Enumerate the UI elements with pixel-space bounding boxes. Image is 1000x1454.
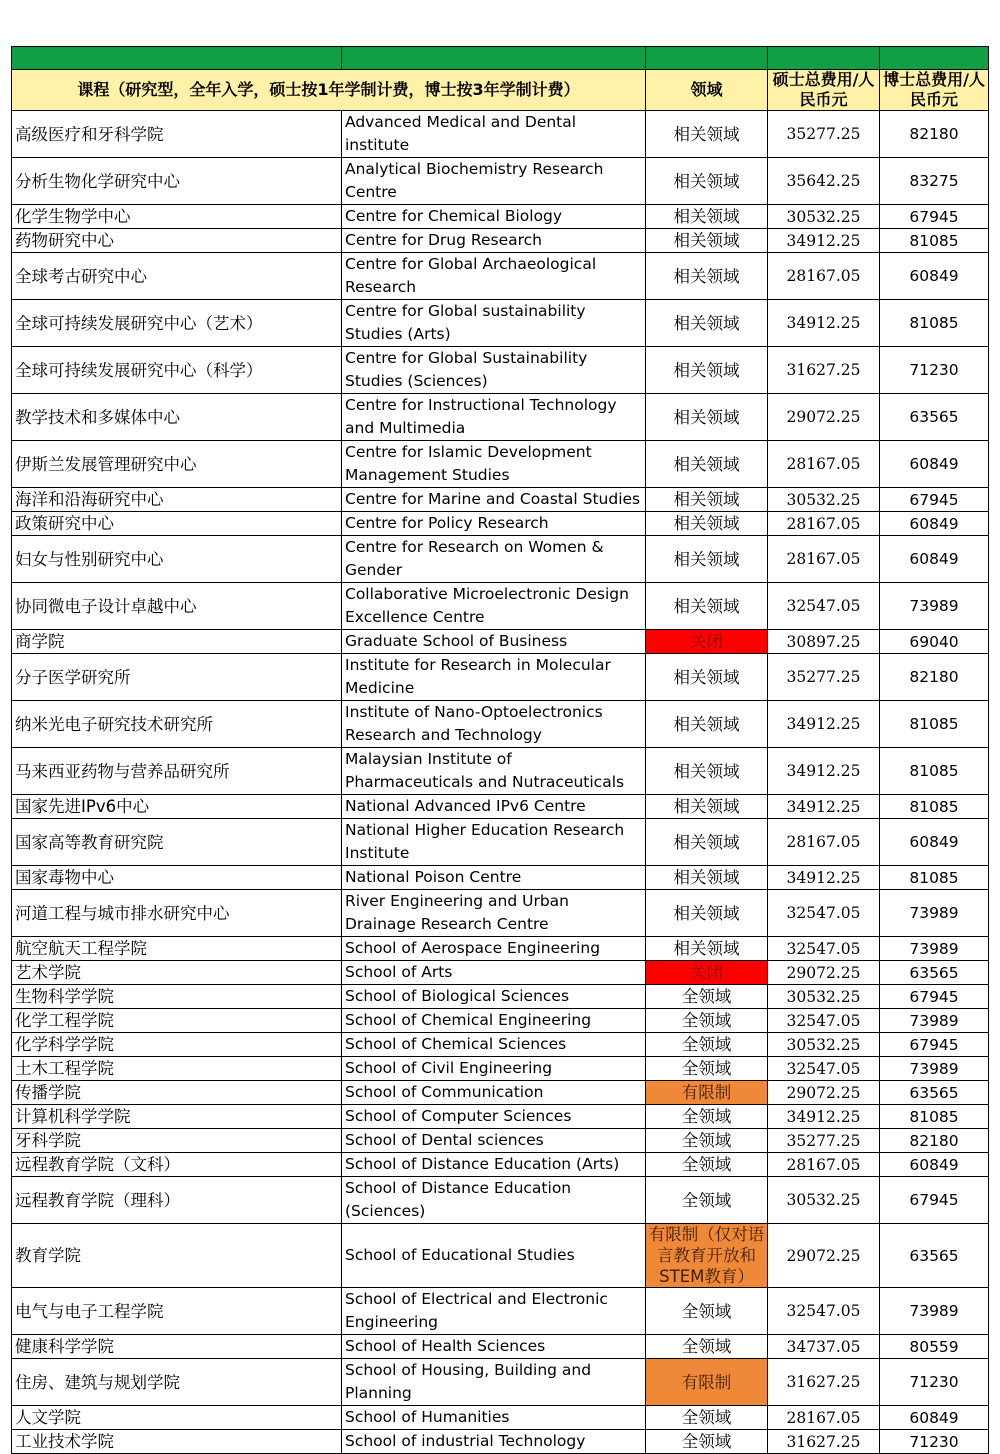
field-status: 相关领域 (646, 583, 768, 630)
field-status: 相关领域 (646, 536, 768, 583)
course-name-en: Advanced Medical and Dental institute (342, 111, 646, 158)
phd-fee: 82180 (880, 654, 989, 701)
phd-fee: 71230 (880, 347, 989, 394)
table-row (12, 1177, 989, 1224)
field-status: 关闭 (646, 630, 768, 654)
field-status: 全领域 (646, 1057, 768, 1081)
field-status: 相关领域 (646, 111, 768, 158)
masters-fee: 34912.25 (768, 1105, 880, 1129)
table-row (12, 512, 989, 536)
table-row (12, 748, 989, 795)
table-row (12, 488, 989, 512)
field-status: 相关领域 (646, 488, 768, 512)
phd-fee: 63565 (880, 1224, 989, 1288)
course-name-cn: 远程教育学院（理科） (12, 1177, 342, 1224)
course-name-en: School of Computer Sciences (342, 1105, 646, 1129)
field-status: 相关领域 (646, 795, 768, 819)
phd-fee: 73989 (880, 890, 989, 937)
masters-fee: 34912.25 (768, 229, 880, 253)
phd-fee: 82180 (880, 1129, 989, 1153)
phd-fee: 83275 (880, 158, 989, 205)
phd-fee: 81085 (880, 748, 989, 795)
field-status: 全领域 (646, 1430, 768, 1454)
phd-fee: 67945 (880, 985, 989, 1009)
masters-fee: 28167.05 (768, 253, 880, 300)
field-status: 全领域 (646, 1288, 768, 1335)
field-status: 有限制（仅对语言教育开放和STEM教育） (646, 1224, 768, 1288)
table-row (12, 937, 989, 961)
course-name-en: School of Housing, Building and Planning (342, 1359, 646, 1406)
masters-fee: 32547.05 (768, 1057, 880, 1081)
masters-fee: 32547.05 (768, 890, 880, 937)
field-status: 相关领域 (646, 866, 768, 890)
course-name-cn: 教育学院 (12, 1224, 342, 1288)
course-name-cn: 政策研究中心 (12, 512, 342, 536)
course-name-cn: 伊斯兰发展管理研究中心 (12, 441, 342, 488)
field-status: 全领域 (646, 1335, 768, 1359)
course-name-cn: 传播学院 (12, 1081, 342, 1105)
masters-fee: 32547.05 (768, 937, 880, 961)
field-status: 有限制 (646, 1359, 768, 1406)
table-row (12, 1033, 989, 1057)
course-name-en: Centre for Instructional Technology and Multimedia (342, 394, 646, 441)
masters-fee: 30532.25 (768, 488, 880, 512)
table-row (12, 583, 989, 630)
field-status: 全领域 (646, 1153, 768, 1177)
phd-fee: 60849 (880, 819, 989, 866)
course-name-en: School of Electrical and Electronic Engineering (342, 1288, 646, 1335)
masters-fee-column-header: 硕士总费用/人民币元 (768, 70, 880, 111)
course-name-en: Centre for Marine and Coastal Studies (342, 488, 646, 512)
table-row (12, 1406, 989, 1430)
course-name-cn: 马来西亚药物与营养品研究所 (12, 748, 342, 795)
table-row (12, 1057, 989, 1081)
masters-fee: 35277.25 (768, 654, 880, 701)
table-row (12, 985, 989, 1009)
field-status: 相关领域 (646, 300, 768, 347)
course-name-cn: 国家高等教育研究院 (12, 819, 342, 866)
course-name-en: Centre for Global Sustainability Studies (Sciences) (342, 347, 646, 394)
course-name-en: School of Chemical Engineering (342, 1009, 646, 1033)
masters-fee: 35277.25 (768, 111, 880, 158)
masters-fee: 28167.05 (768, 1406, 880, 1430)
masters-fee: 28167.05 (768, 819, 880, 866)
green-header-band (12, 47, 989, 70)
field-status: 相关领域 (646, 748, 768, 795)
table-row (12, 654, 989, 701)
masters-fee: 29072.25 (768, 1224, 880, 1288)
table-row (12, 701, 989, 748)
phd-fee: 73989 (880, 1009, 989, 1033)
masters-fee: 29072.25 (768, 394, 880, 441)
course-name-cn: 全球可持续发展研究中心（艺术） (12, 300, 342, 347)
field-status: 相关领域 (646, 701, 768, 748)
table-row (12, 394, 989, 441)
masters-fee: 30532.25 (768, 1177, 880, 1224)
phd-fee: 73989 (880, 1057, 989, 1081)
course-name-cn: 全球可持续发展研究中心（科学） (12, 347, 342, 394)
field-status: 相关领域 (646, 229, 768, 253)
course-name-cn: 化学工程学院 (12, 1009, 342, 1033)
phd-fee: 73989 (880, 583, 989, 630)
course-name-cn: 药物研究中心 (12, 229, 342, 253)
masters-fee: 35277.25 (768, 1129, 880, 1153)
course-name-en: School of Educational Studies (342, 1224, 646, 1288)
phd-fee: 73989 (880, 937, 989, 961)
masters-fee: 30532.25 (768, 205, 880, 229)
phd-fee: 81085 (880, 866, 989, 890)
course-name-cn: 分子医学研究所 (12, 654, 342, 701)
course-name-en: School of Distance Education (Arts) (342, 1153, 646, 1177)
phd-fee: 60849 (880, 1153, 989, 1177)
course-name-cn: 土木工程学院 (12, 1057, 342, 1081)
field-status: 相关领域 (646, 441, 768, 488)
masters-fee: 34912.25 (768, 795, 880, 819)
phd-fee: 67945 (880, 205, 989, 229)
field-status: 全领域 (646, 985, 768, 1009)
table-row (12, 1288, 989, 1335)
table-row (12, 1430, 989, 1454)
phd-fee: 63565 (880, 1081, 989, 1105)
course-name-en: School of Dental sciences (342, 1129, 646, 1153)
phd-fee: 81085 (880, 229, 989, 253)
course-name-en: School of Chemical Sciences (342, 1033, 646, 1057)
course-name-en: School of Distance Education (Sciences) (342, 1177, 646, 1224)
course-name-en: National Poison Centre (342, 866, 646, 890)
table-row (12, 1224, 989, 1288)
course-name-en: Institute of Nano-Optoelectronics Research and Technology (342, 701, 646, 748)
table-row (12, 961, 989, 985)
masters-fee: 34912.25 (768, 701, 880, 748)
course-name-cn: 航空航天工程学院 (12, 937, 342, 961)
phd-fee: 67945 (880, 1033, 989, 1057)
field-status: 全领域 (646, 1406, 768, 1430)
masters-fee: 31627.25 (768, 347, 880, 394)
course-name-cn: 协同微电子设计卓越中心 (12, 583, 342, 630)
table-row (12, 441, 989, 488)
masters-fee: 28167.05 (768, 1153, 880, 1177)
course-name-en: School of Arts (342, 961, 646, 985)
table-row (12, 866, 989, 890)
field-status: 相关领域 (646, 937, 768, 961)
field-status: 全领域 (646, 1105, 768, 1129)
course-name-cn: 化学科学学院 (12, 1033, 342, 1057)
table-row (12, 1105, 989, 1129)
table-row (12, 347, 989, 394)
table-row (12, 536, 989, 583)
course-name-en: Centre for Drug Research (342, 229, 646, 253)
field-status: 全领域 (646, 1177, 768, 1224)
phd-fee: 60849 (880, 536, 989, 583)
phd-fee: 73989 (880, 1288, 989, 1335)
field-status: 全领域 (646, 1033, 768, 1057)
table-row (12, 158, 989, 205)
course-name-cn: 牙科学院 (12, 1129, 342, 1153)
masters-fee: 29072.25 (768, 1081, 880, 1105)
phd-fee: 81085 (880, 300, 989, 347)
table-row (12, 300, 989, 347)
phd-fee-column-header: 博士总费用/人民币元 (880, 70, 989, 111)
table-row (12, 1129, 989, 1153)
masters-fee: 30897.25 (768, 630, 880, 654)
field-status: 相关领域 (646, 890, 768, 937)
phd-fee: 69040 (880, 630, 989, 654)
phd-fee: 63565 (880, 961, 989, 985)
masters-fee: 29072.25 (768, 961, 880, 985)
column-header-row (12, 70, 989, 111)
course-name-en: School of Communication (342, 1081, 646, 1105)
course-name-en: Analytical Biochemistry Research Centre (342, 158, 646, 205)
course-name-cn: 人文学院 (12, 1406, 342, 1430)
masters-fee: 34912.25 (768, 866, 880, 890)
table-row (12, 630, 989, 654)
course-name-cn: 工业技术学院 (12, 1430, 342, 1454)
course-name-en: School of Aerospace Engineering (342, 937, 646, 961)
course-name-cn: 计算机科学学院 (12, 1105, 342, 1129)
course-name-en: Centre for Research on Women & Gender (342, 536, 646, 583)
course-name-cn: 分析生物化学研究中心 (12, 158, 342, 205)
phd-fee: 60849 (880, 512, 989, 536)
masters-fee: 34737.05 (768, 1335, 880, 1359)
course-name-en: Centre for Global Archaeological Research (342, 253, 646, 300)
table-row (12, 1335, 989, 1359)
course-name-en: Institute for Research in Molecular Medicine (342, 654, 646, 701)
field-status: 相关领域 (646, 654, 768, 701)
course-name-cn: 电气与电子工程学院 (12, 1288, 342, 1335)
course-name-cn: 纳米光电子研究技术研究所 (12, 701, 342, 748)
course-name-cn: 全球考古研究中心 (12, 253, 342, 300)
course-name-en: Collaborative Microelectronic Design Excellence Centre (342, 583, 646, 630)
masters-fee: 31627.25 (768, 1430, 880, 1454)
table-row (12, 1359, 989, 1406)
table-row (12, 819, 989, 866)
course-name-en: Graduate School of Business (342, 630, 646, 654)
phd-fee: 60849 (880, 1406, 989, 1430)
phd-fee: 60849 (880, 253, 989, 300)
masters-fee: 31627.25 (768, 1359, 880, 1406)
phd-fee: 67945 (880, 1177, 989, 1224)
field-status: 相关领域 (646, 394, 768, 441)
course-name-en: National Advanced IPv6 Centre (342, 795, 646, 819)
course-name-en: School of industrial Technology (342, 1430, 646, 1454)
course-name-cn: 河道工程与城市排水研究中心 (12, 890, 342, 937)
field-status: 关闭 (646, 961, 768, 985)
table-row (12, 1153, 989, 1177)
field-status: 有限制 (646, 1081, 768, 1105)
course-name-cn: 住房、建筑与规划学院 (12, 1359, 342, 1406)
phd-fee: 81085 (880, 795, 989, 819)
course-name-en: School of Biological Sciences (342, 985, 646, 1009)
course-name-en: Centre for Policy Research (342, 512, 646, 536)
phd-fee: 71230 (880, 1359, 989, 1406)
field-status: 全领域 (646, 1009, 768, 1033)
course-name-cn: 化学生物学中心 (12, 205, 342, 229)
masters-fee: 34912.25 (768, 748, 880, 795)
course-name-en: River Engineering and Urban Drainage Research Centre (342, 890, 646, 937)
phd-fee: 82180 (880, 111, 989, 158)
phd-fee: 67945 (880, 488, 989, 512)
masters-fee: 32547.05 (768, 1009, 880, 1033)
masters-fee: 30532.25 (768, 1033, 880, 1057)
table-row (12, 1081, 989, 1105)
course-name-cn: 健康科学学院 (12, 1335, 342, 1359)
field-status: 相关领域 (646, 819, 768, 866)
field-status: 相关领域 (646, 158, 768, 205)
course-name-en: Centre for Chemical Biology (342, 205, 646, 229)
course-name-cn: 远程教育学院（文科） (12, 1153, 342, 1177)
field-status: 相关领域 (646, 512, 768, 536)
field-status: 相关领域 (646, 205, 768, 229)
masters-fee: 35642.25 (768, 158, 880, 205)
phd-fee: 81085 (880, 701, 989, 748)
course-name-cn: 艺术学院 (12, 961, 342, 985)
course-name-cn: 教学技术和多媒体中心 (12, 394, 342, 441)
table-row (12, 1009, 989, 1033)
course-name-cn: 国家先进IPv6中心 (12, 795, 342, 819)
masters-fee: 28167.05 (768, 512, 880, 536)
course-name-en: National Higher Education Research Institute (342, 819, 646, 866)
course-name-cn: 妇女与性别研究中心 (12, 536, 342, 583)
field-column-header: 领域 (646, 70, 768, 111)
course-name-cn: 商学院 (12, 630, 342, 654)
course-name-cn: 海洋和沿海研究中心 (12, 488, 342, 512)
course-name-cn: 高级医疗和牙科学院 (12, 111, 342, 158)
table-row (12, 205, 989, 229)
table-row (12, 795, 989, 819)
masters-fee: 28167.05 (768, 536, 880, 583)
course-name-en: School of Health Sciences (342, 1335, 646, 1359)
phd-fee: 81085 (880, 1105, 989, 1129)
phd-fee: 80559 (880, 1335, 989, 1359)
masters-fee: 32547.05 (768, 583, 880, 630)
phd-fee: 63565 (880, 394, 989, 441)
field-status: 相关领域 (646, 347, 768, 394)
table-row (12, 253, 989, 300)
course-name-en: Centre for Islamic Development Management Studies (342, 441, 646, 488)
fee-table (11, 46, 989, 1454)
masters-fee: 30532.25 (768, 985, 880, 1009)
table-row (12, 111, 989, 158)
table-row (12, 890, 989, 937)
course-name-en: Centre for Global sustainability Studies (Arts) (342, 300, 646, 347)
field-status: 相关领域 (646, 253, 768, 300)
course-name-cn: 国家毒物中心 (12, 866, 342, 890)
masters-fee: 28167.05 (768, 441, 880, 488)
table-row (12, 229, 989, 253)
course-name-cn: 生物科学学院 (12, 985, 342, 1009)
masters-fee: 32547.05 (768, 1288, 880, 1335)
course-name-en: School of Civil Engineering (342, 1057, 646, 1081)
course-name-en: Malaysian Institute of Pharmaceuticals and Nutraceuticals (342, 748, 646, 795)
field-status: 全领域 (646, 1129, 768, 1153)
course-name-en: School of Humanities (342, 1406, 646, 1430)
masters-fee: 34912.25 (768, 300, 880, 347)
phd-fee: 60849 (880, 441, 989, 488)
phd-fee: 71230 (880, 1430, 989, 1454)
course-column-header: 课程（研究型，全年入学，硕士按1年学制计费，博士按3年学制计费） (12, 70, 646, 111)
